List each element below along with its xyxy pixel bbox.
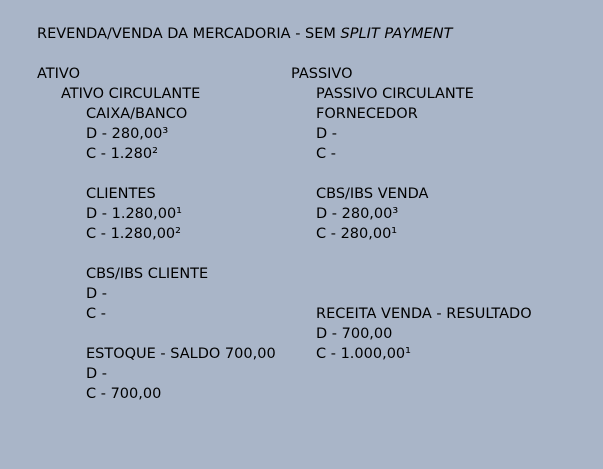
fornecedor-debit: D -	[316, 126, 338, 142]
cbs-cliente-debit: D -	[86, 286, 108, 302]
ativo-heading: ATIVO	[37, 66, 81, 82]
ativo-circulante-heading: ATIVO CIRCULANTE	[61, 86, 201, 102]
page-title-emphasis: SPLIT PAYMENT	[340, 26, 453, 42]
page-title	[37, 24, 453, 44]
passivo-circulante-heading: PASSIVO CIRCULANTE	[316, 86, 474, 102]
receita-account-name: RECEITA VENDA - RESULTADO	[316, 306, 532, 322]
caixa-credit: C - 1.280²	[86, 146, 158, 162]
cbs-venda-account-name: CBS/IBS VENDA	[316, 186, 429, 202]
passivo-heading: PASSIVO	[291, 66, 353, 82]
clientes-credit: C - 1.280,00²	[86, 226, 181, 242]
estoque-credit: C - 700,00	[86, 386, 162, 402]
caixa-account-name: CAIXA/BANCO	[86, 106, 188, 122]
estoque-account-name: ESTOQUE - SALDO 700,00	[86, 346, 276, 362]
fornecedor-credit: C -	[316, 146, 336, 162]
cbs-cliente-credit: C -	[86, 306, 106, 322]
estoque-debit: D -	[86, 366, 108, 382]
cbs-venda-credit: C - 280,00¹	[316, 226, 398, 242]
cbs-venda-debit: D - 280,00³	[316, 206, 399, 222]
cbs-cliente-account-name: CBS/IBS CLIENTE	[86, 266, 209, 282]
page-title-text: REVENDA/VENDA DA MERCADORIA - SEM	[37, 26, 341, 42]
caixa-debit: D - 280,00³	[86, 126, 169, 142]
receita-debit: D - 700,00	[316, 326, 393, 342]
receita-credit: C - 1.000,00¹	[316, 346, 411, 362]
fornecedor-account-name: FORNECEDOR	[316, 106, 418, 122]
clientes-debit: D - 1.280,00¹	[86, 206, 182, 222]
clientes-account-name: CLIENTES	[86, 186, 156, 202]
